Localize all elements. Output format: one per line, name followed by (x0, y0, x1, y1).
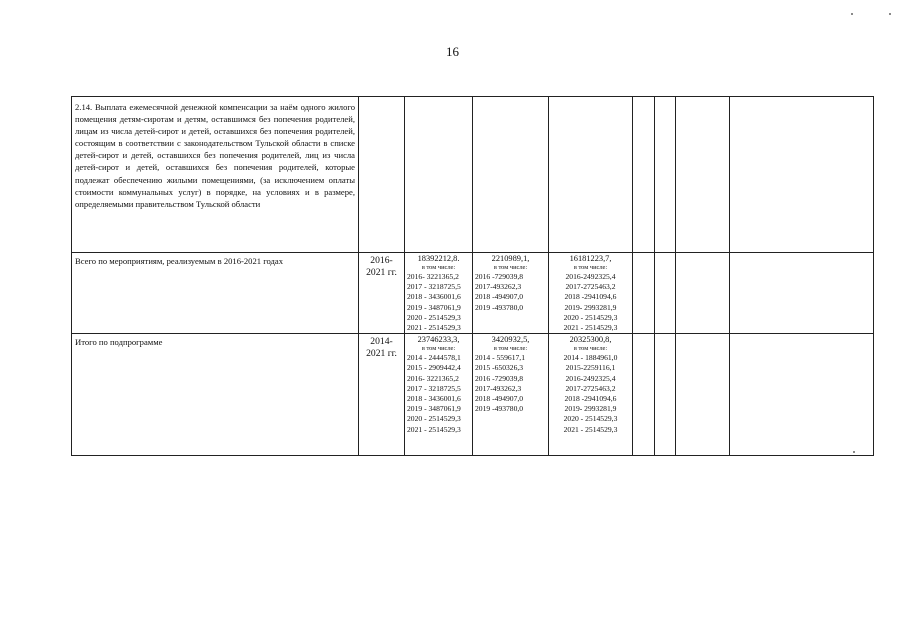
including-label: в том числе: (493, 345, 528, 353)
year-amount: 2018 -494907,0 (475, 292, 524, 302)
measure-description: 2.14. Выплата ежемесячной денежной компенсации за наём одного жилого помещения детям-сиротам и детям, оставшимся без попечения родителей, лицам из числа детей-сирот и детей, оставшихся без попечения родителей, состоящим в соответствии с законодательством Тульской области в списке детей-сирот и детей, оставшихся без попечения родителей, лиц из числа детей-сирот и детей, оставшихся без попечения родителей, которые подлежат обеспечению жилыми помещениями, (за исключением оплаты стоимости коммунальных услуг) в порядке, на условиях и в размере, определяемыми правительством Тульской области (75, 102, 355, 209)
federal-amount: 2210989,1, (491, 254, 530, 263)
year-amount: 2016-2492325,4 (565, 373, 616, 383)
period-text: 2016-2021 гг. (366, 255, 397, 278)
regional-amount: 16181223,7, (569, 254, 612, 263)
program-table (71, 96, 874, 456)
year-amount: 2021 - 2514529,3 (563, 424, 618, 434)
year-amount: 2014 - 2444578,1 (407, 353, 461, 363)
page-number: 16 (446, 44, 459, 59)
including-label: в том числе: (493, 264, 528, 271)
year-amount: 2019 -493780,0 (475, 302, 524, 312)
empty-cell (633, 253, 655, 334)
period-text: 2014-2021 гг. (366, 336, 397, 360)
total-amount: 18392212,8. (417, 254, 460, 263)
regional-cell (549, 253, 633, 334)
year-amount: 2021 - 2514529,3 (407, 424, 461, 434)
including-label: в том числе: (573, 264, 608, 271)
year-amount: 2020 - 2514529,3 (563, 312, 618, 322)
federal-cell (473, 253, 549, 334)
empty-cell (633, 334, 655, 456)
description-cell (72, 97, 359, 253)
description-cell (72, 334, 359, 456)
year-amount: 2019- 2993281,9 (564, 404, 617, 414)
year-amount: 2018 -2941094,6 (564, 394, 617, 404)
including-label: в том числе: (573, 345, 608, 353)
year-amount: 2016 -729039,8 (475, 272, 524, 281)
year-amount: 2017-493262,3 (475, 383, 522, 393)
empty-cell (655, 97, 676, 253)
total-cell (405, 334, 473, 456)
year-amount: 2016- 3221365,2 (407, 373, 459, 383)
year-amount: 2016 -729039,8 (475, 373, 524, 383)
total-cell (405, 253, 473, 334)
empty-cell (676, 334, 730, 456)
year-amount: 2020 - 2514529,3 (563, 414, 618, 424)
regional-cell (549, 334, 633, 456)
year-amount: 2017 - 3218725,5 (407, 383, 461, 393)
table-row-measure-2-14 (72, 97, 874, 253)
year-amount: 2016- 3221365,2 (407, 272, 459, 281)
total-cell (405, 97, 473, 253)
federal-cell (473, 97, 549, 253)
scan-speck (853, 451, 855, 453)
federal-amount: 3420932,5, (491, 335, 530, 345)
year-amount: 2019- 2993281,9 (564, 302, 617, 312)
year-amount: 2019 -493780,0 (475, 404, 524, 414)
table-row-subprogram-total (72, 334, 874, 456)
regional-cell (549, 97, 633, 253)
scan-speck (889, 13, 891, 15)
row-label: Всего по мероприятиям, реализуемым в 2016-2021 годах (75, 256, 284, 266)
year-amount: 2014 - 1884961,0 (563, 353, 618, 363)
year-amount: 2015-2259116,1 (565, 363, 616, 373)
empty-cell (730, 334, 874, 456)
year-amount: 2018 -494907,0 (475, 394, 524, 404)
scan-speck (851, 13, 853, 15)
year-amount: 2017-2725463,2 (565, 282, 616, 292)
empty-cell (730, 97, 874, 253)
year-amount: 2020 - 2514529,3 (407, 414, 461, 424)
row-label: Итого по подпрограмме (75, 337, 163, 348)
empty-cell (676, 97, 730, 253)
year-amount: 2019 - 3487061,9 (407, 302, 461, 312)
year-amount: 2018 - 3436001,6 (407, 394, 461, 404)
year-amount: 2017-2725463,2 (565, 383, 616, 393)
empty-cell (655, 334, 676, 456)
empty-cell (655, 253, 676, 334)
including-label: в том числе: (421, 345, 456, 353)
year-amount: 2015 -650326,3 (475, 363, 524, 373)
year-amount: 2021 - 2514529,3 (407, 323, 461, 333)
table-row-total-2016-2021 (72, 253, 874, 334)
year-amount: 2020 - 2514529,3 (407, 312, 461, 322)
period-cell (359, 97, 405, 253)
total-amount: 23746233,3, (417, 335, 460, 345)
empty-cell (633, 97, 655, 253)
year-amount: 2017-493262,3 (475, 282, 522, 292)
empty-cell (676, 253, 730, 334)
federal-cell (473, 334, 549, 456)
year-amount: 2015 - 2909442,4 (407, 363, 461, 373)
description-cell (72, 253, 359, 334)
including-label: в том числе: (421, 264, 456, 271)
regional-amount: 20325300,8, (569, 335, 612, 345)
year-amount: 2018 -2941094,6 (564, 292, 617, 302)
year-amount: 2017 - 3218725,5 (407, 282, 461, 292)
year-amount: 2019 - 3487061,9 (407, 404, 461, 414)
year-amount: 2016-2492325,4 (565, 272, 616, 281)
period-cell (359, 253, 405, 334)
period-cell (359, 334, 405, 456)
year-amount: 2018 - 3436001,6 (407, 292, 461, 302)
year-amount: 2014 - 559617,1 (475, 353, 525, 363)
empty-cell (730, 253, 874, 334)
year-amount: 2021 - 2514529,3 (563, 323, 618, 333)
